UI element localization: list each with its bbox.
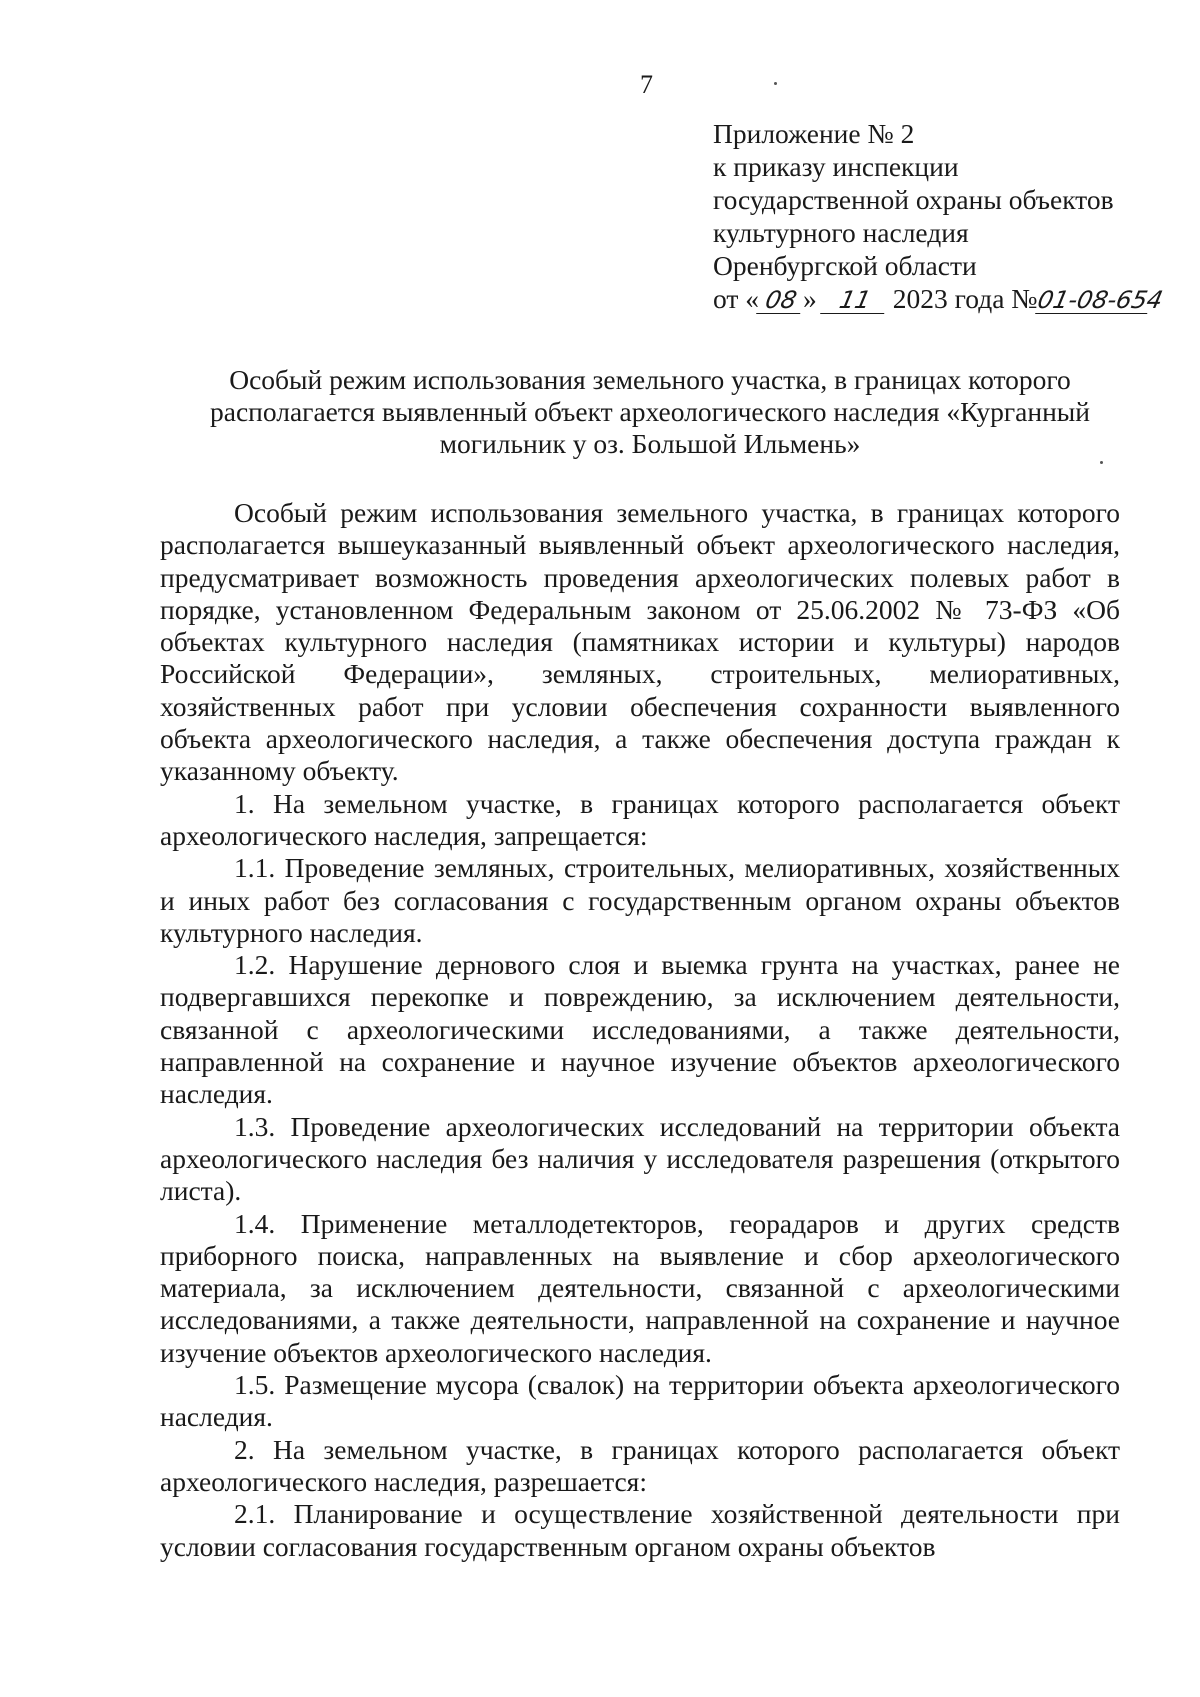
scan-speck <box>1100 461 1103 464</box>
handwritten-order-number: 01-08-654 <box>1034 286 1165 314</box>
page-number: 7 <box>640 70 653 99</box>
date-year: 2023 года № <box>892 283 1038 314</box>
annex-authority-1: государственной охраны объектов <box>713 184 1114 215</box>
date-prefix: от « <box>713 283 760 314</box>
title-line: располагается выявленный объект археологического наследия «Курганный <box>209 396 1090 427</box>
clause-2: 2. На земельном участке, в границах которого располагается объект археологического наследия, разрешается: <box>160 1433 1120 1497</box>
annex-authority-2: культурного наследия <box>713 217 969 248</box>
clause-1-2: 1.2. Нарушение дернового слоя и выемка грунта на участках, ранее не подвергавшихся перекопке и повреждению, за исключением деятельности, связанной с археологическими исследованиями, а также деятельности, направленной на сохранение и научное изучение объектов археологического наследия. <box>160 949 1120 1110</box>
clause-1: 1. На земельном участке, в границах которого располагается объект археологического наследия, запрещается: <box>160 787 1120 851</box>
clause-1-4: 1.4. Применение металлодетекторов, георадаров и других средств приборного поиска, направленных на выявление и сбор археологического материала, за исключением деятельности, связанной с археологическими исследованиями, а также деятельности, направленной на сохранение и научное изучение объектов археологического наследия. <box>160 1207 1120 1368</box>
title-line: могильник у оз. Большой Ильмень» <box>439 428 861 459</box>
annex-region: Оренбургской области <box>713 250 977 281</box>
title-line: Особый режим использования земельного участка, в границах которого <box>229 364 1071 395</box>
document-title <box>150 364 1150 460</box>
annex-order-ref: к приказу инспекции <box>713 151 959 182</box>
clause-1-5: 1.5. Размещение мусора (свалок) на территории объекта археологического наследия. <box>160 1369 1120 1433</box>
intro-paragraph: Особый режим использования земельного участка, в границах которого располагается вышеуказанный выявленный объект археологического наследия, предусматривает возможность проведения археологических полевых работ в порядке, установленном Федеральным законом от 25.06.2002 № 73-ФЗ «Об объектах культурного наследия (памятниках истории и культуры) народов Российской Федерации», земляных, строительных, мелиоративных, хозяйственных работ при условии обеспечения сохранности выявленного объекта археологического наследия, а также обеспечения доступа граждан к указанному объекту. <box>160 497 1120 787</box>
clause-1-1: 1.1. Проведение земляных, строительных, мелиоративных, хозяйственных и иных работ без согласования с государственным органом охраны объектов культурного наследия. <box>160 852 1120 948</box>
document-body <box>160 497 1120 1563</box>
annex-number: Приложение № 2 <box>713 118 915 149</box>
annex-header <box>713 117 1165 315</box>
scan-speck <box>774 82 777 85</box>
handwritten-day: 08 <box>756 287 806 314</box>
annex-date-line <box>713 282 1165 315</box>
date-mid: » <box>803 283 817 314</box>
clause-1-3: 1.3. Проведение археологических исследований на территории объекта археологического наследия без наличия у исследователя разрешения (открытого листа). <box>160 1110 1120 1207</box>
handwritten-month: 11 <box>820 287 890 314</box>
clause-2-1: 2.1. Планирование и осуществление хозяйственной деятельности при условии согласования государственным органом охраны объектов <box>160 1498 1120 1562</box>
